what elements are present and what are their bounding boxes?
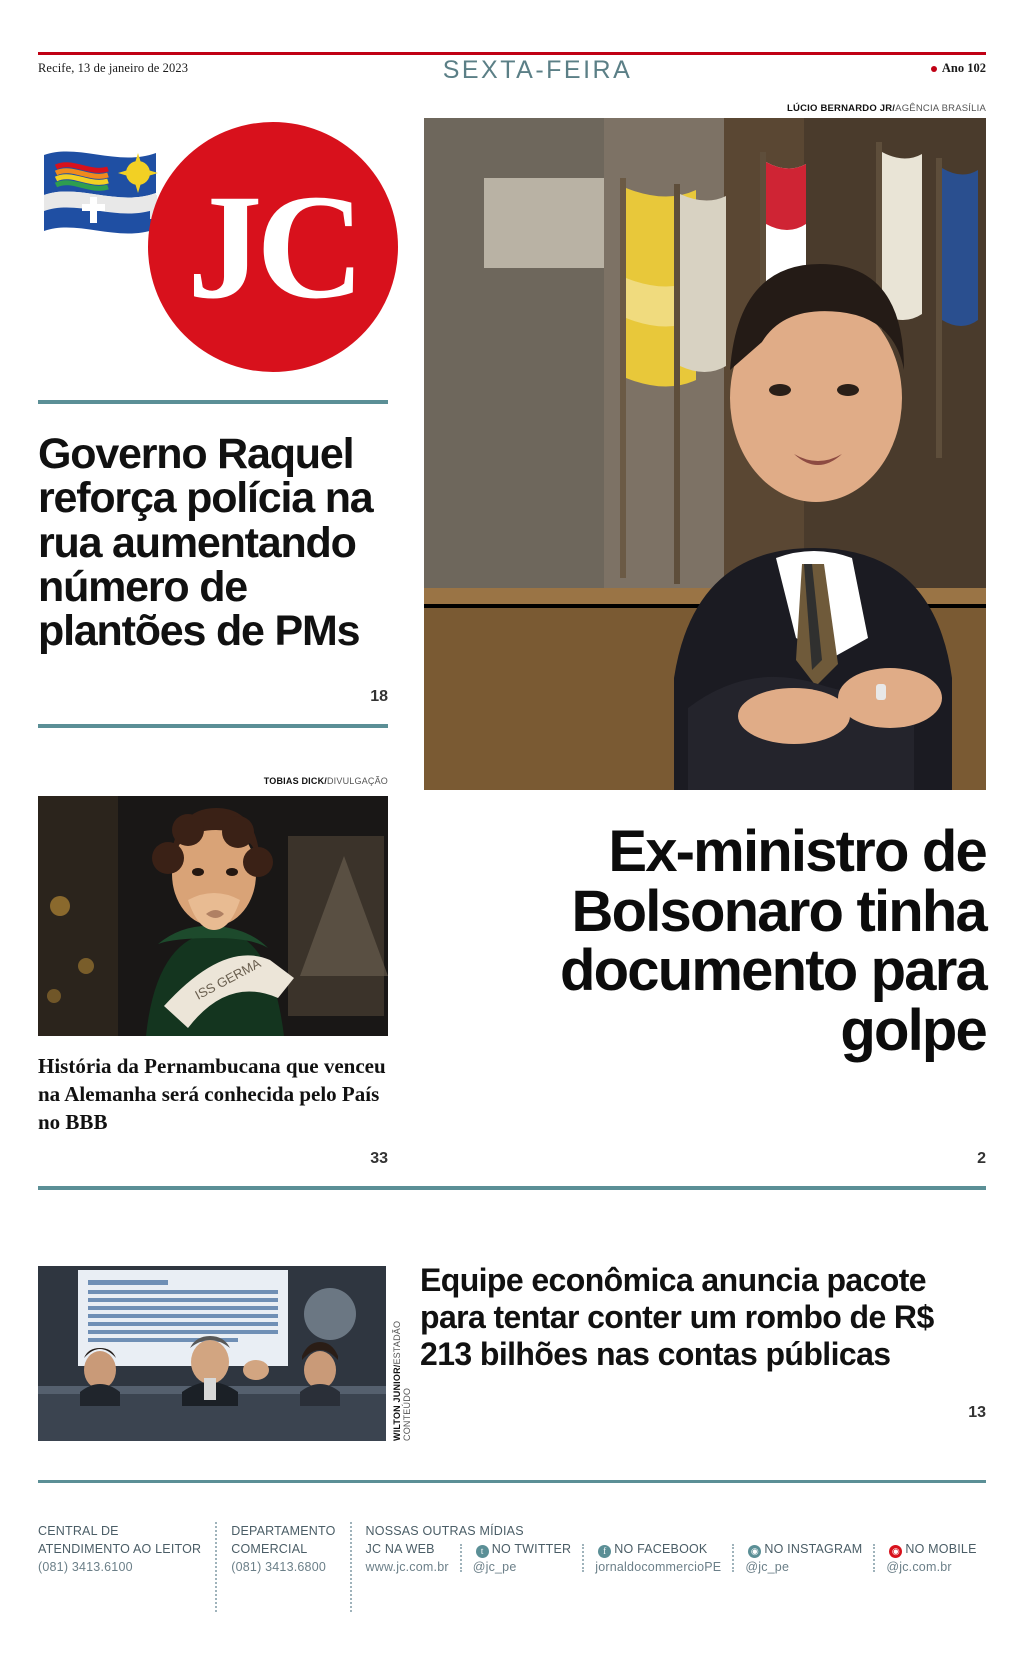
economy-photo-credit-source: ESTADÃO CONTEÚDO [392, 1320, 412, 1441]
mobile-icon: ◉ [889, 1545, 902, 1558]
footer-divider-2 [350, 1522, 352, 1612]
red-dot-icon [931, 66, 937, 72]
footer-divider-1 [215, 1522, 217, 1612]
channel-instagram-handle: @jc_pe [745, 1560, 790, 1575]
channel-twitter-label: NO TWITTER [491, 1542, 572, 1557]
commercial-phone[interactable]: (081) 3413.6800 [231, 1560, 327, 1575]
lead-page-number: 18 [370, 688, 388, 705]
footer [38, 1522, 986, 1612]
channel-facebook-handle: jornaldocommercioPE [595, 1560, 722, 1575]
footer-rule [38, 1480, 986, 1483]
miss-photo-credit [38, 776, 388, 786]
edition-year [931, 58, 986, 76]
channel-twitter-handle: @jc_pe [472, 1560, 517, 1575]
channel-mobile-line [886, 1540, 976, 1558]
facebook-icon: f [598, 1545, 611, 1558]
commercial-block [231, 1522, 349, 1576]
channel-facebook[interactable] [595, 1540, 721, 1576]
weekday-label: SEXTA-FEIRA [442, 56, 633, 84]
masthead-logo [38, 112, 378, 372]
edition-year-label: Ano 102 [941, 61, 986, 75]
miss-photo-credit-author: TOBIAS DICK/ [263, 776, 327, 786]
main-photo-credit [787, 103, 986, 114]
channel-web[interactable] [366, 1540, 449, 1576]
lead-headline[interactable]: Governo Raquel reforça polícia na rua aumentando número de plantões de PMs [38, 430, 373, 656]
reader-center-phone[interactable]: (081) 3413.6100 [38, 1560, 133, 1575]
twitter-icon: t [476, 1545, 489, 1558]
social-channels [366, 1540, 977, 1576]
instagram-icon: ◉ [748, 1545, 761, 1558]
channel-instagram-label: NO INSTAGRAM [764, 1542, 863, 1557]
commercial-line2: COMERCIAL [231, 1542, 308, 1557]
reader-center-block [38, 1522, 215, 1576]
channel-mobile[interactable] [886, 1540, 976, 1576]
publication-date: Recife, 13 de janeiro de 2023 [38, 61, 189, 75]
miss-caption[interactable]: História da Pernambucana que venceu na Alemanha será conhecida pelo País no BBB [38, 1054, 386, 1134]
channel-facebook-line [595, 1540, 721, 1558]
channel-mobile-handle: @jc.com.br [886, 1560, 952, 1575]
commercial-line1: DEPARTAMENTO [231, 1524, 336, 1538]
channel-instagram[interactable] [745, 1540, 862, 1576]
main-photo-credit-author: LÚCIO BERNARDO JR/ [787, 103, 896, 114]
channel-facebook-label: NO FACEBOOK [614, 1542, 708, 1557]
section-rule [38, 1186, 986, 1190]
reader-center-line1: CENTRAL DE [38, 1524, 119, 1538]
economy-photo-credit-author: WILTON JUNIOR/ [392, 1364, 402, 1441]
economy-page-number: 13 [968, 1404, 986, 1421]
economy-photo-illustration [38, 1266, 386, 1441]
other-media-block [366, 1522, 991, 1576]
channel-instagram-line [745, 1540, 862, 1558]
miss-photo-credit-source: DIVULGAÇÃO [326, 776, 388, 786]
lead-rule-top [38, 400, 388, 404]
logo-text: JC [187, 164, 359, 330]
miss-page-number: 33 [370, 1150, 388, 1167]
other-media-title: NOSSAS OUTRAS MÍDIAS [365, 1524, 524, 1538]
channel-web-handle: www.jc.com.br [365, 1560, 449, 1575]
footer-divider-4 [582, 1544, 584, 1572]
channel-twitter[interactable] [473, 1540, 572, 1576]
economy-headline[interactable]: Equipe econômica anuncia pacote para tentar conter um rombo de R$ 213 bilhões nas contas públicas [420, 1262, 934, 1373]
economy-photo [38, 1266, 386, 1441]
footer-divider-6 [873, 1544, 875, 1572]
channel-twitter-line [473, 1540, 572, 1558]
main-headline[interactable]: Ex-ministro de Bolsonaro tinha documento para golpe [560, 819, 986, 1064]
main-photo [424, 118, 986, 790]
footer-divider-5 [732, 1544, 734, 1572]
main-photo-credit-source: AGÊNCIA BRASÍLIA [895, 103, 986, 114]
channel-web-label: JC NA WEB [365, 1542, 435, 1557]
lead-rule-bottom [38, 724, 388, 728]
reader-center-line2: ATENDIMENTO AO LEITOR [38, 1542, 202, 1557]
main-page-number: 2 [977, 1150, 986, 1167]
svg-text:ISS GERMA: ISS GERMA [192, 955, 264, 1003]
masthead [38, 58, 986, 92]
masthead-top-rule [38, 52, 986, 55]
main-photo-illustration [424, 118, 986, 790]
footer-divider-3 [460, 1544, 462, 1572]
miss-photo [38, 796, 388, 1036]
channel-mobile-label: NO MOBILE [905, 1542, 977, 1557]
economy-photo-credit [392, 1266, 412, 1441]
miss-photo-illustration [38, 796, 388, 1036]
